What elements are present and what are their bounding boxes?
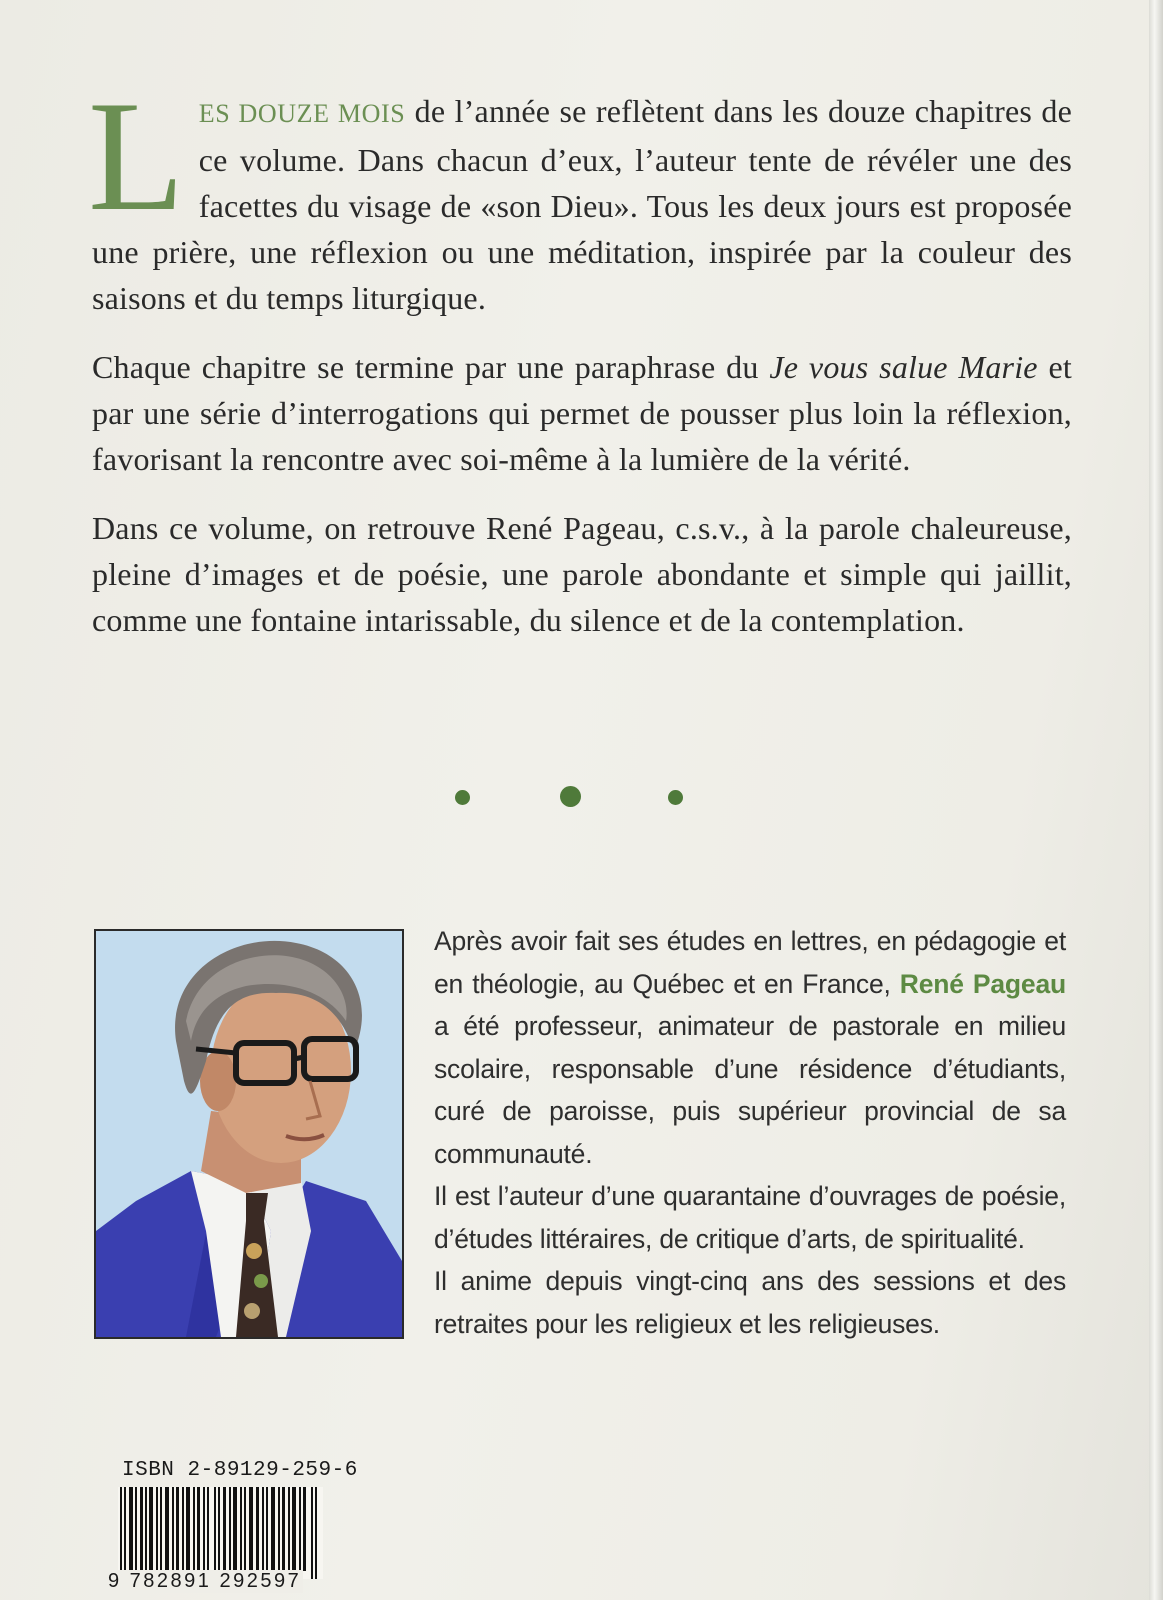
- blurb-paragraph-2-end: et par une série d’interrogations qui permet de pousser plus loin la réflexion, favorisant la rencontre avec soi-même à la lumière de la vérité.: [92, 349, 1072, 477]
- ornament-dot-left: [455, 790, 470, 805]
- lead-small-caps: ES DOUZE MOIS: [198, 99, 406, 128]
- blurb-paragraph-3: Dans ce volume, on retrouve René Pageau, c.s.v., à la parole chaleureuse, pleine d’images et de poésie, une parole abondante et simple qui jaillit, comme une fontaine intarissable, du silence et de la contemplation.: [92, 510, 1072, 638]
- prayer-title-italic: Je vous salue Marie: [769, 349, 1038, 385]
- bio-paragraph-1: [434, 920, 1066, 1175]
- barcode-digits: 9 782891 292597: [108, 1570, 302, 1592]
- back-cover-blurb: [88, 69, 1072, 666]
- isbn-label: ISBN 2-89129-259-6: [122, 1459, 358, 1482]
- blurb-paragraph-1: [88, 69, 1072, 321]
- barcode: [118, 1487, 323, 1579]
- ornament-dot-center: [560, 786, 581, 807]
- blurb-paragraph-2-start: Chaque chapitre se termine par une paraphrase du: [92, 349, 770, 385]
- bio-paragraph-1-start: Après avoir fait ses études en lettres, en pédagogie et en théologie, au Québec et en France,: [434, 926, 1066, 999]
- bio-paragraph-3: Il anime depuis vingt-cinq ans des sessions et des retraites pour les religieux et les religieuses.: [434, 1266, 1066, 1339]
- author-biography: [434, 920, 1066, 1345]
- blurb-paragraph-2: [92, 344, 1072, 482]
- ornament-dots: [0, 780, 1163, 820]
- blurb-paragraph-1-text: de l’année se reflètent dans les douze chapitres de ce volume. Dans chacun d’eux, l’auteur tente de révéler une des facettes du visage de «son Dieu». Tous les deux jours est proposée une prière, une réflexion ou une méditation, inspirée par la couleur des saisons et du temps liturgique.: [92, 93, 1072, 316]
- ornament-dot-right: [668, 790, 683, 805]
- drop-cap-letter: L: [88, 69, 185, 244]
- author-name: René Pageau: [899, 968, 1066, 999]
- author-photo: [94, 929, 404, 1339]
- bio-paragraph-1-end: a été professeur, animateur de pastorale en milieu scolaire, responsable d’une résidence d’étudiants, curé de paroisse, puis supérieur provincial de sa communauté.: [434, 1011, 1066, 1169]
- author-portrait-illustration: [96, 931, 402, 1337]
- bio-paragraph-2: Il est l’auteur d’une quarantaine d’ouvrages de poésie, d’études littéraires, de critique d’arts, de spiritualité.: [434, 1181, 1066, 1254]
